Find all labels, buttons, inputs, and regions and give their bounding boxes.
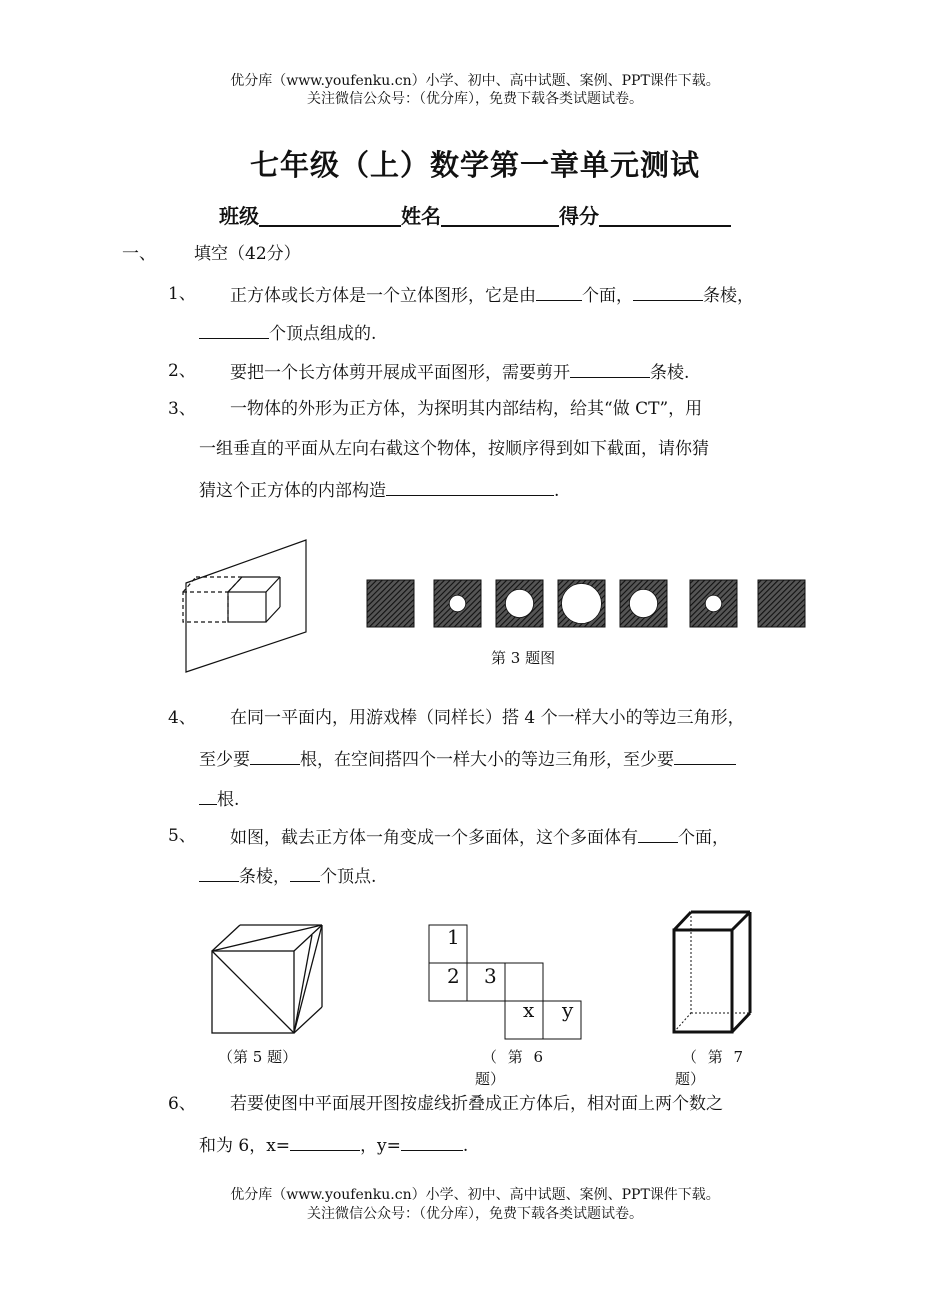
name-label: 姓名 — [401, 204, 441, 228]
ct-hole-3 — [505, 589, 533, 617]
ct-section-3 — [496, 580, 543, 627]
q3-blank[interactable] — [386, 479, 554, 496]
q3-line3: 猜这个正方体的内部构造 . — [199, 481, 560, 501]
fig5-caption: （第 5 题） — [218, 1048, 298, 1066]
ct-hole-5 — [629, 589, 657, 617]
q6-line2: 和为 6，x= ，y= . — [199, 1136, 469, 1156]
fig6-caption-line1: （ 第 6 — [482, 1048, 544, 1066]
net-label-x: x — [523, 998, 535, 1022]
ct-section-4 — [558, 580, 605, 627]
q1-line2: 个顶点组成的. — [199, 322, 376, 344]
fig6-caption-line2: 题） — [475, 1070, 506, 1088]
fig7-caption-line1: （ 第 7 — [682, 1048, 744, 1066]
section-label: 填空（42分） — [194, 244, 301, 264]
q5-number: 5、 — [168, 826, 196, 846]
score-blank[interactable] — [599, 203, 731, 227]
q5-line2: 条棱， 个顶点. — [199, 865, 376, 887]
score-label: 得分 — [559, 204, 599, 228]
header-line-1: 优分库（www.youfenku.cn）小学、初中、高中试题、案例、PPT课件下载。 — [230, 73, 720, 89]
q6-number: 6、 — [168, 1094, 196, 1114]
q3-line1: 一物体的外形为正方体，为探明其内部结构，给其“做 CT”，用 — [230, 399, 703, 419]
header-line-2: 关注微信公众号：（优分库），免费下载各类试题试卷。 — [307, 91, 643, 107]
fig3-caption: 第 3 题图 — [491, 649, 556, 667]
q2-number: 2、 — [168, 361, 196, 381]
q4-number: 4、 — [168, 708, 196, 728]
q2-line1: 要把一个长方体剪开展成平面图形，需要剪开 条棱. — [230, 363, 690, 383]
q4-blank-plane[interactable] — [250, 748, 300, 765]
q6-blank-x[interactable] — [290, 1134, 360, 1151]
student-info-fields — [0, 200, 950, 229]
page-title: 七年级（上）数学第一章单元测试 — [249, 148, 700, 182]
section-index: 一、 — [122, 244, 156, 264]
class-label: 班级 — [219, 204, 259, 228]
q1-blank-vertices[interactable] — [199, 322, 269, 339]
q1-line1: 正方体或长方体是一个立体图形，它是由 个面， 条棱， — [230, 286, 754, 306]
ct-hole-4 — [562, 584, 602, 624]
q5-blank-vertices[interactable] — [290, 865, 320, 882]
fig7-caption-line2: 题） — [675, 1070, 706, 1088]
net-label-1: 1 — [447, 925, 460, 949]
q4-line3: 根. — [199, 788, 239, 810]
ct-section-6 — [690, 580, 737, 627]
ct-section-2 — [434, 580, 481, 627]
ct-section-1 — [367, 580, 414, 627]
q3-line2: 一组垂直的平面从左向右截这个物体，按顺序得到如下截面，请你猜 — [199, 439, 709, 459]
q6-blank-y[interactable] — [401, 1134, 463, 1151]
ct-section-7 — [758, 580, 805, 627]
ct-section-5 — [620, 580, 667, 627]
ct-hole-2 — [449, 595, 465, 611]
q4-line1: 在同一平面内，用游戏棒（同样长）搭 4 个一样大小的等边三角形， — [230, 708, 745, 728]
footer-line-1: 优分库（www.youfenku.cn）小学、初中、高中试题、案例、PPT课件下载。 — [230, 1187, 720, 1203]
class-blank[interactable] — [259, 203, 401, 227]
net-label-2: 2 — [447, 964, 460, 988]
q5-blank-faces[interactable] — [638, 826, 678, 843]
q3-number: 3、 — [168, 399, 196, 419]
q4-blank-space[interactable] — [674, 748, 736, 765]
q6-line1: 若要使图中平面展开图按虚线折叠成正方体后，相对面上两个数之 — [230, 1094, 723, 1114]
q2-blank[interactable] — [570, 361, 650, 378]
q5-blank-edges[interactable] — [199, 865, 239, 882]
q4-line2: 至少要 根，在空间搭四个一样大小的等边三角形，至少要 — [199, 748, 736, 770]
q1-number: 1、 — [168, 284, 196, 304]
q1-blank-edges[interactable] — [633, 284, 703, 301]
q4-blank-space-cont — [199, 788, 217, 805]
name-blank[interactable] — [441, 203, 559, 227]
net-label-3: 3 — [484, 964, 497, 988]
q5-line1: 如图，截去正方体一角变成一个多面体，这个多面体有 个面， — [230, 828, 729, 848]
q1-blank-faces[interactable] — [536, 284, 582, 301]
footer-line-2: 关注微信公众号：（优分库），免费下载各类试题试卷。 — [307, 1206, 643, 1222]
ct-hole-6 — [705, 595, 721, 611]
net-label-y: y — [562, 998, 574, 1022]
